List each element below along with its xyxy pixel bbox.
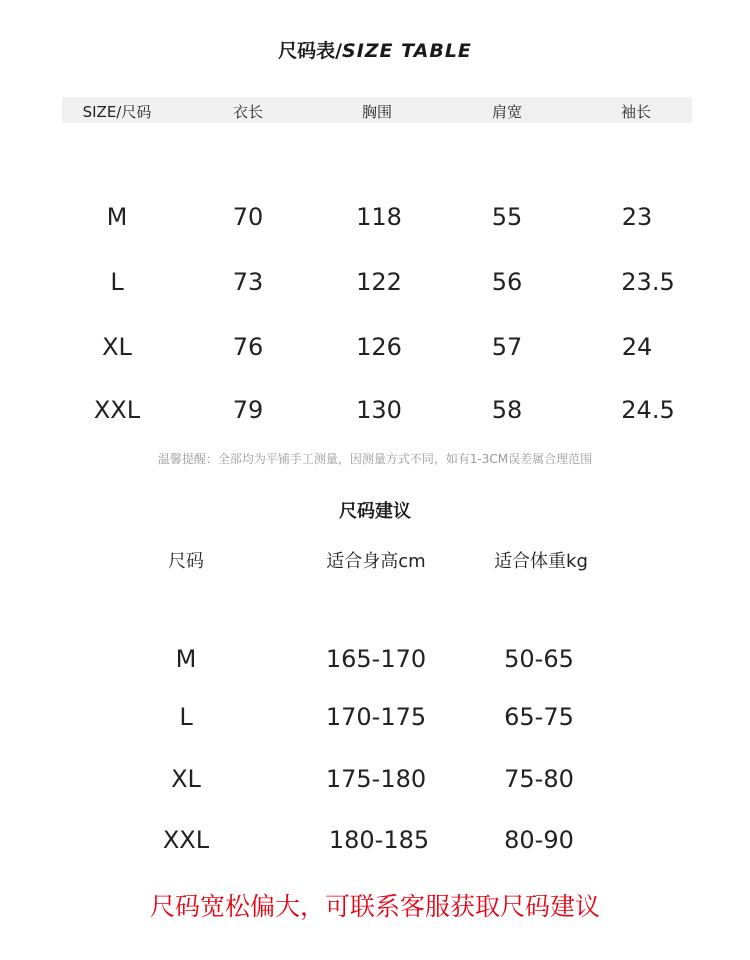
rec-weight-cell: 65-75 — [504, 703, 574, 731]
rec-height-cell: 180-185 — [328, 826, 430, 854]
chest-cell: 122 — [356, 268, 402, 296]
shoulder-cell: 55 — [491, 203, 523, 231]
size-cell: M — [106, 203, 128, 231]
size-cell: XL — [102, 333, 132, 361]
rec-header-height: 适合身高cm — [326, 551, 426, 572]
shoulder-cell: 57 — [491, 333, 523, 361]
shoulder-cell: 56 — [491, 268, 523, 296]
rec-header-weight: 适合体重kg — [494, 551, 588, 572]
header-chest: 胸围 — [361, 103, 392, 121]
rec-header-size: 尺码 — [168, 551, 204, 572]
size-table-title-cn: 尺码表/ — [278, 40, 343, 62]
size-table-title-en: SIZE TABLE — [342, 40, 472, 62]
rec-height-cell: 165-170 — [325, 645, 427, 673]
sleeve-cell: 24.5 — [621, 396, 675, 424]
length-cell: 70 — [232, 203, 264, 231]
footer-notice: 尺码宽松偏大，可联系客服获取尺码建议 — [149, 892, 600, 921]
size-cell: L — [110, 268, 124, 296]
chest-cell: 126 — [356, 333, 402, 361]
rec-weight-cell: 50-65 — [504, 645, 574, 673]
size-table-title — [0, 36, 750, 63]
sleeve-cell: 24 — [621, 333, 653, 361]
shoulder-cell: 58 — [491, 396, 523, 424]
header-length: 衣长 — [232, 103, 263, 121]
sleeve-cell: 23.5 — [621, 268, 675, 296]
rec-weight-cell: 80-90 — [504, 826, 574, 854]
length-cell: 76 — [232, 333, 264, 361]
length-cell: 73 — [232, 268, 264, 296]
sleeve-cell: 23 — [621, 203, 653, 231]
chest-cell: 118 — [356, 203, 402, 231]
rec-size-cell: M — [175, 645, 197, 673]
rec-size-cell: XXL — [162, 826, 210, 854]
header-shoulder: 肩宽 — [491, 103, 522, 121]
measurement-note: 温馨提醒：全部均为平铺手工测量，因测量方式不同，如有1-3CM误差属合理范围 — [157, 452, 593, 466]
chest-cell: 130 — [356, 396, 402, 424]
rec-size-cell: L — [179, 703, 193, 731]
header-size: SIZE/尺码 — [82, 103, 152, 121]
recommendation-title: 尺码建议 — [339, 501, 411, 522]
rec-weight-cell: 75-80 — [504, 765, 574, 793]
length-cell: 79 — [232, 396, 264, 424]
rec-height-cell: 170-175 — [325, 703, 427, 731]
size-cell: XXL — [93, 396, 141, 424]
header-sleeve: 袖长 — [620, 103, 651, 121]
rec-height-cell: 175-180 — [325, 765, 427, 793]
rec-size-cell: XL — [171, 765, 201, 793]
